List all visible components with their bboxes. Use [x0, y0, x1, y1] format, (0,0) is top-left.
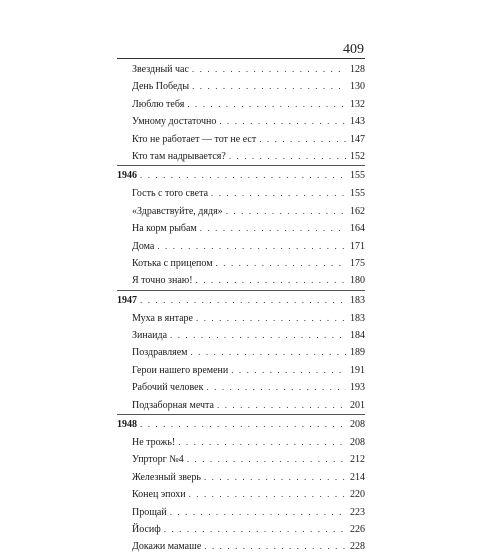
- toc-entry[interactable]: [117, 344, 365, 361]
- entry-title: Я точно знаю!: [132, 275, 193, 287]
- dot-leader: [226, 203, 346, 220]
- dot-leader: [170, 504, 346, 521]
- toc-entry[interactable]: [117, 203, 365, 220]
- year-heading[interactable]: [117, 415, 365, 434]
- dot-leader: [187, 451, 346, 468]
- entry-page: 193: [350, 382, 365, 394]
- year-page: 208: [350, 419, 365, 431]
- dot-leader: [140, 166, 346, 185]
- entry-page: 130: [350, 81, 365, 93]
- dot-leader: [217, 397, 346, 414]
- entry-title: Герои нашего времени: [132, 364, 229, 376]
- entry-title: Железный зверь: [132, 471, 201, 483]
- entry-page: 155: [350, 188, 365, 200]
- toc-entry[interactable]: [117, 113, 365, 130]
- toc-entry[interactable]: [117, 521, 365, 538]
- entry-title: Докажи мамаше: [132, 541, 202, 553]
- year-title: 1947: [117, 294, 137, 306]
- toc-entry[interactable]: [117, 379, 365, 396]
- dot-leader: [259, 131, 346, 148]
- year-heading[interactable]: [117, 166, 365, 185]
- toc-entry[interactable]: [117, 397, 365, 414]
- toc-entry[interactable]: [117, 434, 365, 451]
- dot-leader: [140, 291, 346, 310]
- toc-entry[interactable]: [117, 61, 365, 78]
- entry-title: Кто не работает — тот не ест: [132, 133, 257, 145]
- page-number: 409: [343, 42, 364, 57]
- entry-title: Прощай: [132, 506, 167, 518]
- toc-entry[interactable]: [117, 78, 365, 95]
- year-page: 155: [350, 170, 365, 182]
- dot-leader: [196, 272, 346, 289]
- toc-entry[interactable]: [117, 327, 365, 344]
- toc-entry[interactable]: [117, 255, 365, 272]
- toc-entry[interactable]: [117, 451, 365, 468]
- dot-leader: [192, 61, 346, 78]
- toc-section: [117, 290, 365, 414]
- entry-page: 180: [350, 275, 365, 287]
- toc-entry[interactable]: [117, 238, 365, 255]
- entry-title: Звездный час: [132, 64, 189, 75]
- entry-page: 214: [350, 471, 365, 483]
- table-of-contents: [117, 61, 365, 556]
- toc-entry[interactable]: [117, 504, 365, 521]
- dot-leader: [231, 362, 346, 379]
- dot-leader: [189, 486, 346, 503]
- toc-entry[interactable]: [117, 272, 365, 289]
- entry-page: 226: [350, 523, 365, 535]
- dot-leader: [164, 521, 346, 538]
- dot-leader: [216, 255, 346, 272]
- dot-leader: [170, 327, 346, 344]
- entry-page: 212: [350, 454, 365, 466]
- entry-page: 208: [350, 437, 365, 449]
- entry-page: 223: [350, 506, 365, 518]
- entry-page: 147: [350, 133, 365, 145]
- dot-leader: [187, 96, 346, 113]
- toc-entry[interactable]: [117, 131, 365, 148]
- toc-section: [117, 414, 365, 556]
- entry-page: 184: [350, 330, 365, 342]
- entry-page: 164: [350, 223, 365, 235]
- entry-title: Зинаида: [132, 330, 168, 342]
- entry-page: 132: [350, 98, 365, 110]
- toc-section: [117, 165, 365, 289]
- entry-page: 228: [350, 541, 365, 553]
- dot-leader: [219, 113, 346, 130]
- entry-page: 189: [350, 347, 365, 359]
- toc-entry[interactable]: [117, 96, 365, 113]
- dot-leader: [204, 469, 346, 486]
- entry-title: День Победы: [132, 81, 190, 93]
- year-title: 1948: [117, 419, 137, 431]
- dot-leader: [190, 344, 346, 361]
- dot-leader: [229, 148, 346, 165]
- entry-title: Кто там надрывается?: [132, 150, 226, 162]
- entry-title: Муха в янтаре: [132, 312, 193, 324]
- entry-title: Умному достаточно: [132, 116, 217, 128]
- dot-leader: [196, 310, 346, 327]
- entry-page: 171: [350, 240, 365, 252]
- year-page: 183: [350, 294, 365, 306]
- toc-entry[interactable]: [117, 310, 365, 327]
- toc-entry[interactable]: [117, 185, 365, 202]
- entry-title: Упрторг №4: [132, 454, 184, 466]
- header-rule: [117, 58, 365, 59]
- dot-leader: [178, 434, 346, 451]
- toc-entry[interactable]: [117, 220, 365, 237]
- entry-page: 201: [350, 399, 365, 411]
- entry-title: Не трожь!: [132, 437, 176, 449]
- dot-leader: [206, 379, 346, 396]
- entry-title: Дома: [132, 240, 155, 252]
- toc-entry[interactable]: [117, 538, 365, 555]
- toc-entry[interactable]: [117, 362, 365, 379]
- entry-title: На корм рыбам: [132, 223, 197, 235]
- entry-title: Рабочий человек: [132, 382, 204, 394]
- year-heading[interactable]: [117, 291, 365, 310]
- entry-title: «Здравствуйте, дядя»: [132, 205, 223, 217]
- entry-title: Поздравляем: [132, 347, 188, 359]
- toc-entry[interactable]: [117, 469, 365, 486]
- toc-section: [117, 61, 365, 165]
- entry-page: 175: [350, 257, 365, 269]
- dot-leader: [157, 238, 346, 255]
- entry-title: Люблю тебя: [132, 98, 185, 110]
- entry-title: Гость с того света: [132, 188, 209, 200]
- entry-page: 191: [350, 364, 365, 376]
- toc-entry[interactable]: [117, 148, 365, 165]
- entry-title: Подзаборная мечта: [132, 399, 214, 411]
- entry-page: 183: [350, 312, 365, 324]
- dot-leader: [140, 415, 346, 434]
- entry-page: 220: [350, 489, 365, 501]
- entry-title: Котька с прицепом: [132, 257, 213, 269]
- entry-page: 152: [350, 150, 365, 162]
- entry-page: 143: [350, 116, 365, 128]
- year-title: 1946: [117, 170, 137, 182]
- dot-leader: [204, 538, 346, 555]
- entry-page: 128: [350, 64, 365, 75]
- dot-leader: [192, 78, 346, 95]
- toc-entry[interactable]: [117, 486, 365, 503]
- entry-title: Конец эпохи: [132, 489, 186, 501]
- entry-page: 162: [350, 205, 365, 217]
- dot-leader: [200, 220, 346, 237]
- entry-title: Йосиф: [132, 523, 161, 535]
- dot-leader: [211, 185, 346, 202]
